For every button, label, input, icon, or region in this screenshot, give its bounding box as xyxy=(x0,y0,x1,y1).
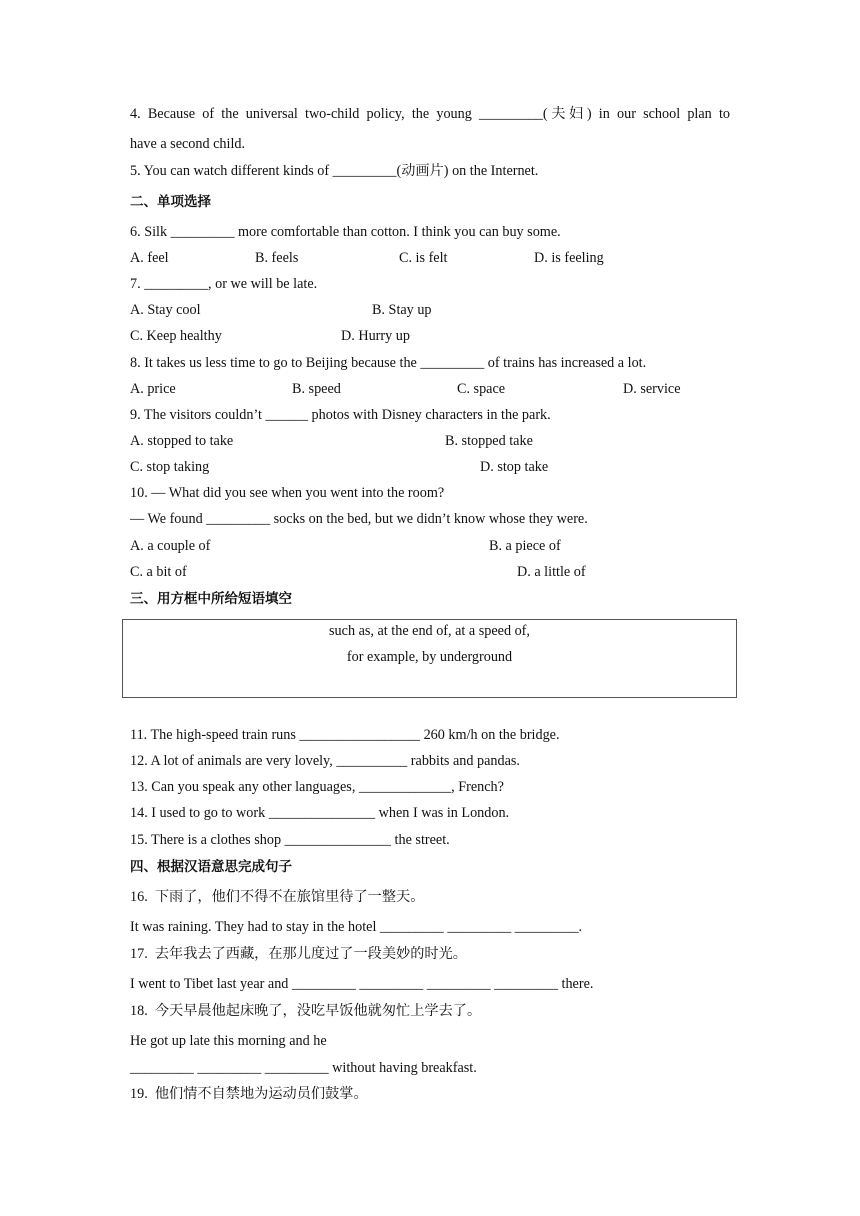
q8-stem: 8. It takes us less time to go to Beijing because the _________ of trains has increased a lot. xyxy=(130,355,647,371)
q10-option-b: B. a piece of xyxy=(489,538,561,554)
q18-chinese: 18. 今天早晨他起床晚了，没吃早饭他就匆忙上学去了。 xyxy=(130,1003,482,1019)
q15-text: 15. There is a clothes shop _______________ the street. xyxy=(130,832,450,848)
q7-option-b: B. Stay up xyxy=(372,302,432,318)
q4-line1: 4. Because of the universal two-child policy, the young _________(夫妇) in our school plan to xyxy=(130,106,730,122)
q10-stem-2: — We found _________ socks on the bed, but we didn’t know whose they were. xyxy=(130,511,588,527)
q4-line2: have a second child. xyxy=(130,136,246,152)
section2-title: 二、单项选择 xyxy=(130,194,211,210)
q9-option-a: A. stopped to take xyxy=(130,433,234,449)
q16-chinese: 16. 下雨了，他们不得不在旅馆里待了一整天。 xyxy=(130,889,425,905)
q6-option-d: D. is feeling xyxy=(534,250,604,266)
q6-stem: 6. Silk _________ more comfortable than cotton. I think you can buy some. xyxy=(130,224,561,240)
q14-text: 14. I used to go to work _______________ when I was in London. xyxy=(130,805,510,821)
q9-stem: 9. The visitors couldn’t ______ photos with Disney characters in the park. xyxy=(130,407,551,423)
q8-option-d: D. service xyxy=(623,381,681,397)
q6-option-b: B. feels xyxy=(255,250,299,266)
q18-english-1: He got up late this morning and he xyxy=(130,1033,327,1049)
q10-option-d: D. a little of xyxy=(517,564,586,580)
q7-stem: 7. _________, or we will be late. xyxy=(130,276,318,292)
section4-title: 四、根据汉语意思完成句子 xyxy=(130,859,292,875)
q5-text: 5. You can watch different kinds of _________(动画片) on the Internet. xyxy=(130,163,539,179)
q6-option-c: C. is felt xyxy=(399,250,448,266)
phrase-box-line1: such as, at the end of, at a speed of, xyxy=(329,623,530,639)
q7-option-c: C. Keep healthy xyxy=(130,328,222,344)
q17-english: I went to Tibet last year and _________ _________ _________ _________ there. xyxy=(130,976,594,992)
q11-text: 11. The high-speed train runs _________________ 260 km/h on the bridge. xyxy=(130,727,560,743)
q8-option-b: B. speed xyxy=(292,381,341,397)
q9-option-d: D. stop take xyxy=(480,459,549,475)
q12-text: 12. A lot of animals are very lovely, __________ rabbits and pandas. xyxy=(130,753,520,769)
q18-english-2: _________ _________ _________ without having breakfast. xyxy=(130,1060,477,1076)
q6-option-a: A. feel xyxy=(130,250,169,266)
q8-option-a: A. price xyxy=(130,381,176,397)
q7-option-a: A. Stay cool xyxy=(130,302,201,318)
q17-chinese: 17. 去年我去了西藏，在那儿度过了一段美妙的时光。 xyxy=(130,946,467,962)
q8-option-c: C. space xyxy=(457,381,506,397)
q10-stem-1: 10. — What did you see when you went into the room? xyxy=(130,485,445,501)
q9-option-b: B. stopped take xyxy=(445,433,533,449)
phrase-box-line2: for example, by underground xyxy=(346,649,513,665)
q10-option-c: C. a bit of xyxy=(130,564,187,580)
q13-text: 13. Can you speak any other languages, _____________, French? xyxy=(130,779,504,795)
q10-option-a: A. a couple of xyxy=(130,538,211,554)
q9-option-c: C. stop taking xyxy=(130,459,210,475)
q19-chinese: 19. 他们情不自禁地为运动员们鼓掌。 xyxy=(130,1086,368,1102)
section3-title: 三、用方框中所给短语填空 xyxy=(130,591,292,607)
q16-english: It was raining. They had to stay in the hotel _________ _________ _________. xyxy=(130,919,583,935)
phrase-box xyxy=(122,619,737,698)
q7-option-d: D. Hurry up xyxy=(341,328,410,344)
